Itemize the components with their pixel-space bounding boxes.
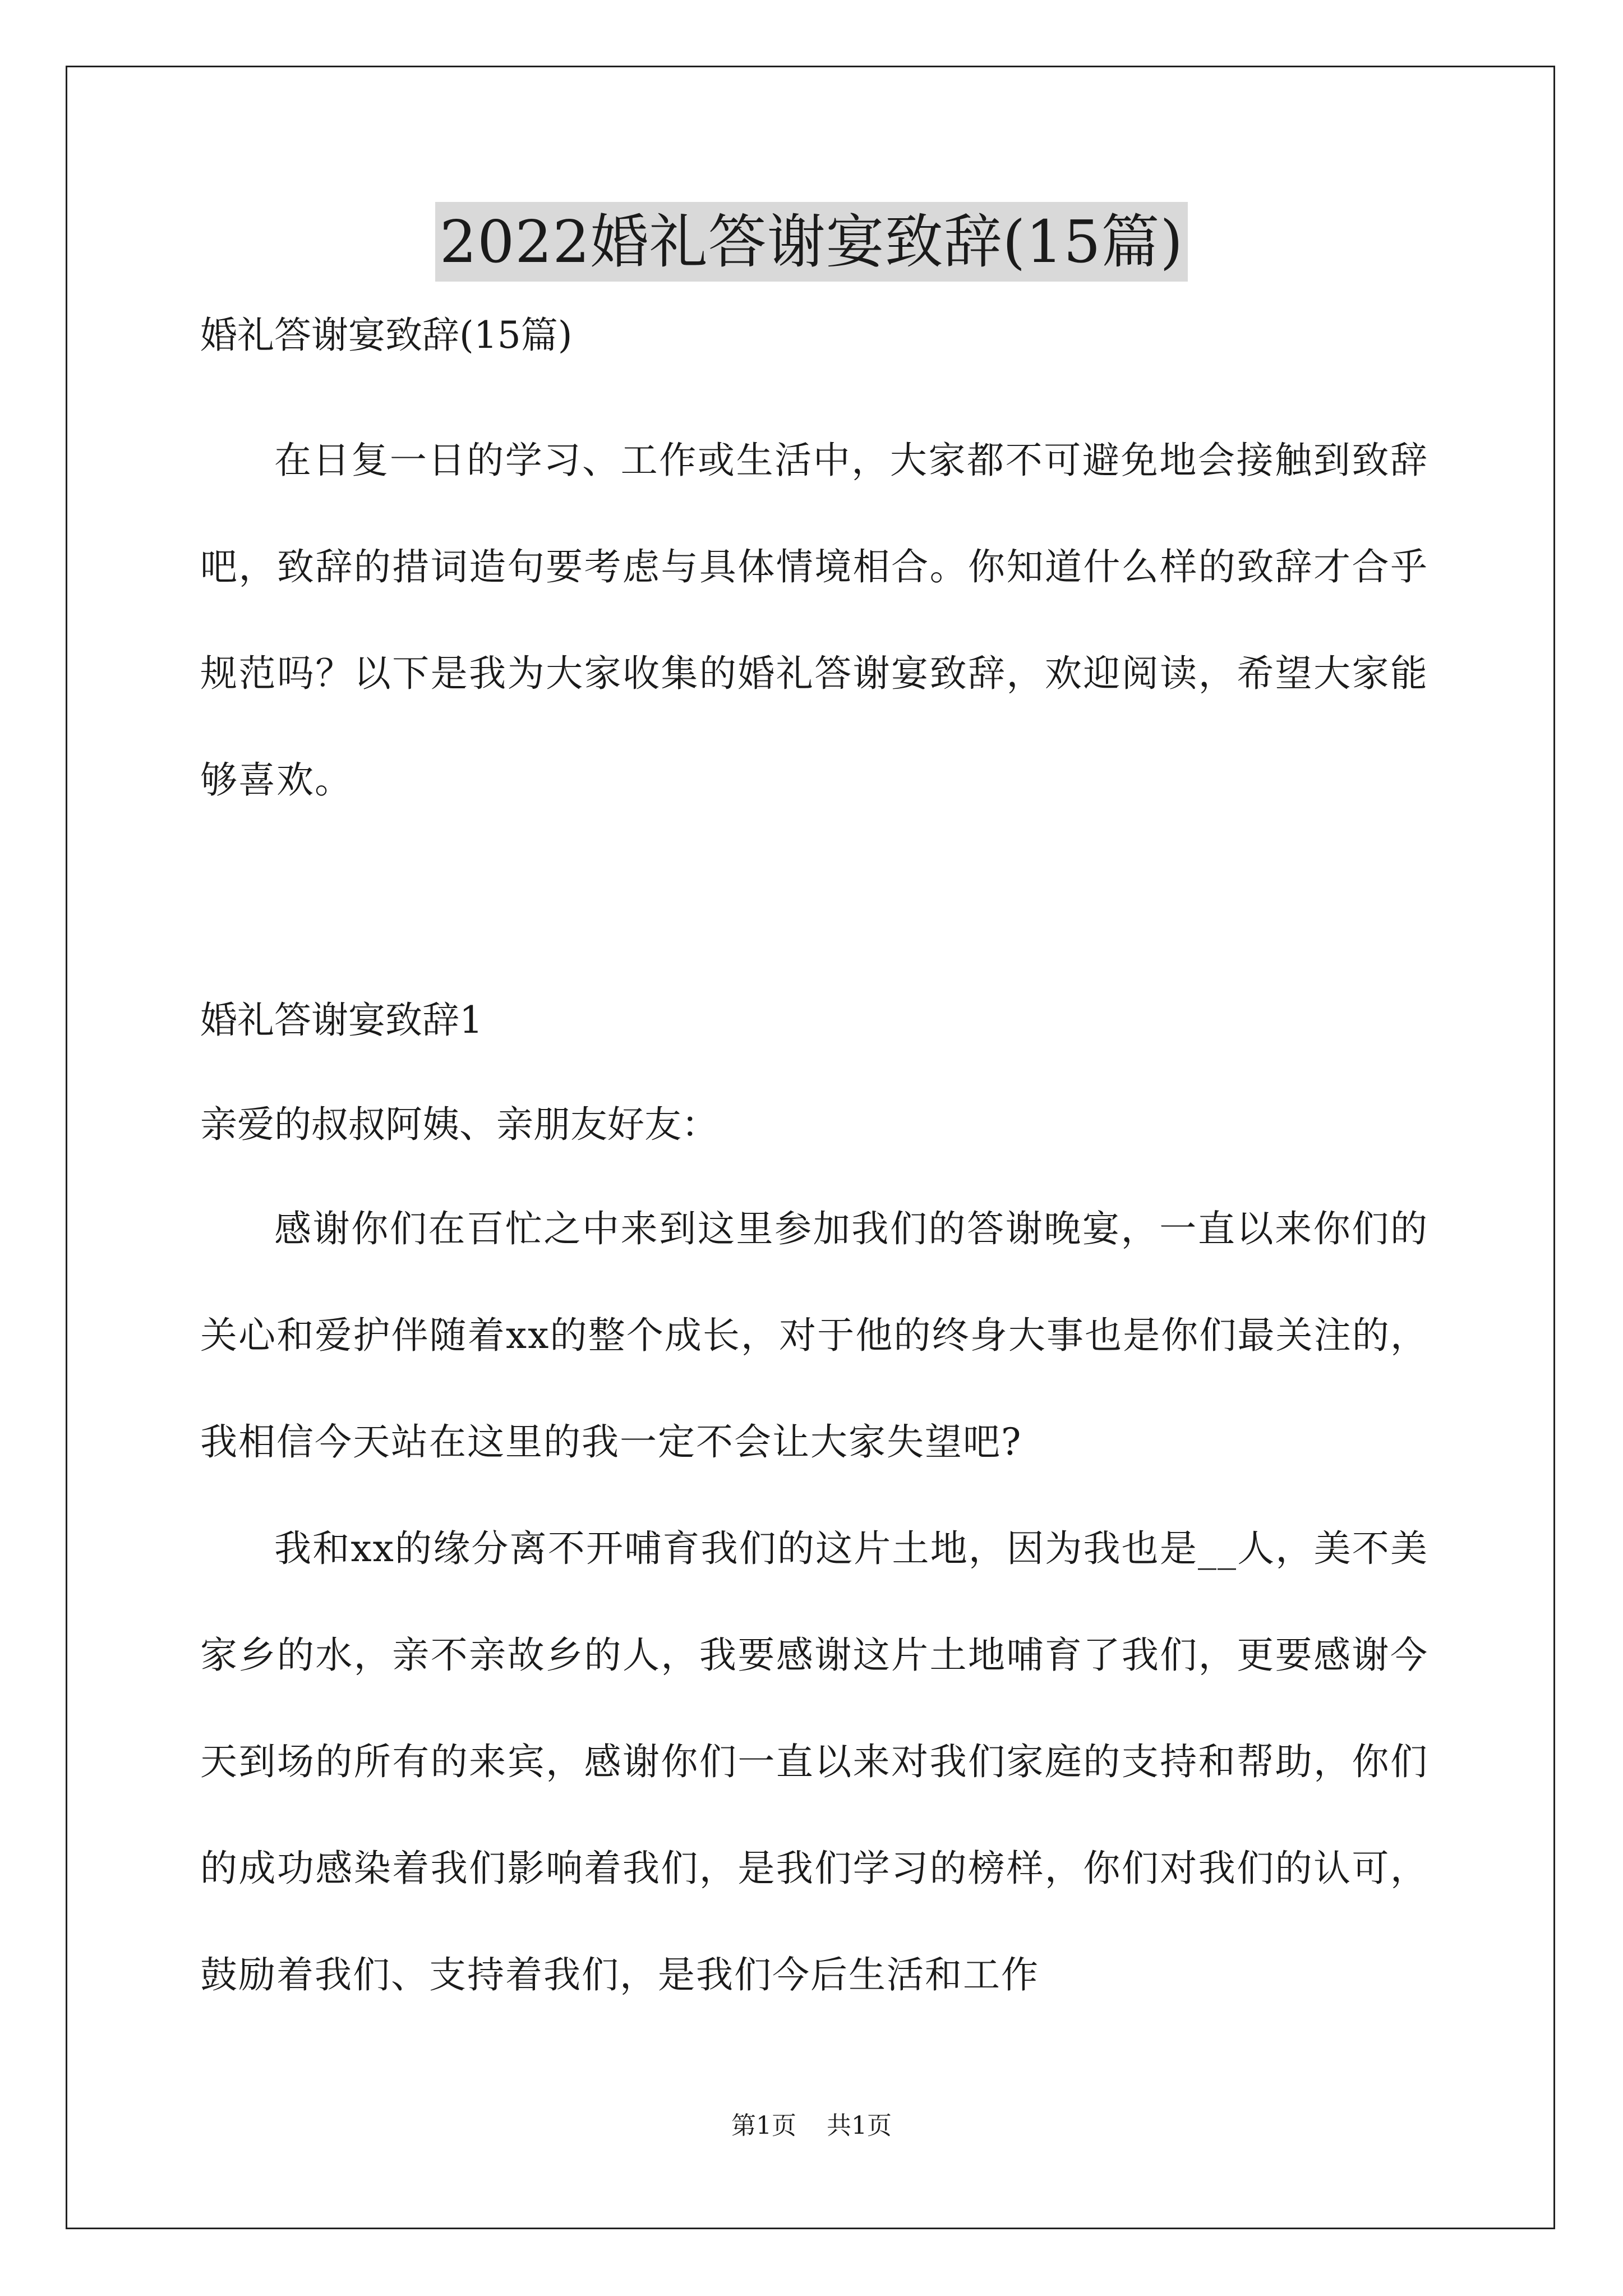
body-paragraph-2: 我和xx的缘分离不开哺育我们的这片土地，因为我也是__人，美不美家乡的水，亲不亲故乡的人，我要感谢这片土地哺育了我们，更要感谢今天到场的所有的来宾，感谢你们一直以来对我们家庭的支持和帮助，你们的成功感染着我们影响着我们，是我们学习的榜样，你们对我们的认可，鼓励着我们、支持着我们，是我们今后生活和工作 xyxy=(200,1527,1428,1996)
page-footer xyxy=(0,2111,1623,2140)
title-container xyxy=(0,202,1623,282)
page-total: 共1页 xyxy=(827,2111,892,2140)
document-subtitle: 婚礼答谢宴致辞(15篇) xyxy=(200,314,573,357)
section-heading: 婚礼答谢宴致辞1 xyxy=(200,999,483,1042)
page-number: 第1页 xyxy=(731,2111,796,2140)
body-paragraph-1: 感谢你们在百忙之中来到这里参加我们的答谢晚宴，一直以来你们的关心和爱护伴随着xx的整个成长，对于他的终身大事也是你们最关注的，我相信今天站在这里的我一定不会让大家失望吧? xyxy=(200,1207,1428,1464)
document-title: 2022婚礼答谢宴致辞(15篇) xyxy=(435,202,1188,282)
salutation: 亲爱的叔叔阿姨、亲朋友好友： xyxy=(200,1103,718,1146)
intro-paragraph: 在日复一日的学习、工作或生活中，大家都不可避免地会接触到致辞吧，致辞的措词造句要考虑与具体情境相合。你知道什么样的致辞才合乎规范吗？以下是我为大家收集的婚礼答谢宴致辞，欢迎阅读，希望大家能够喜欢。 xyxy=(200,439,1428,802)
